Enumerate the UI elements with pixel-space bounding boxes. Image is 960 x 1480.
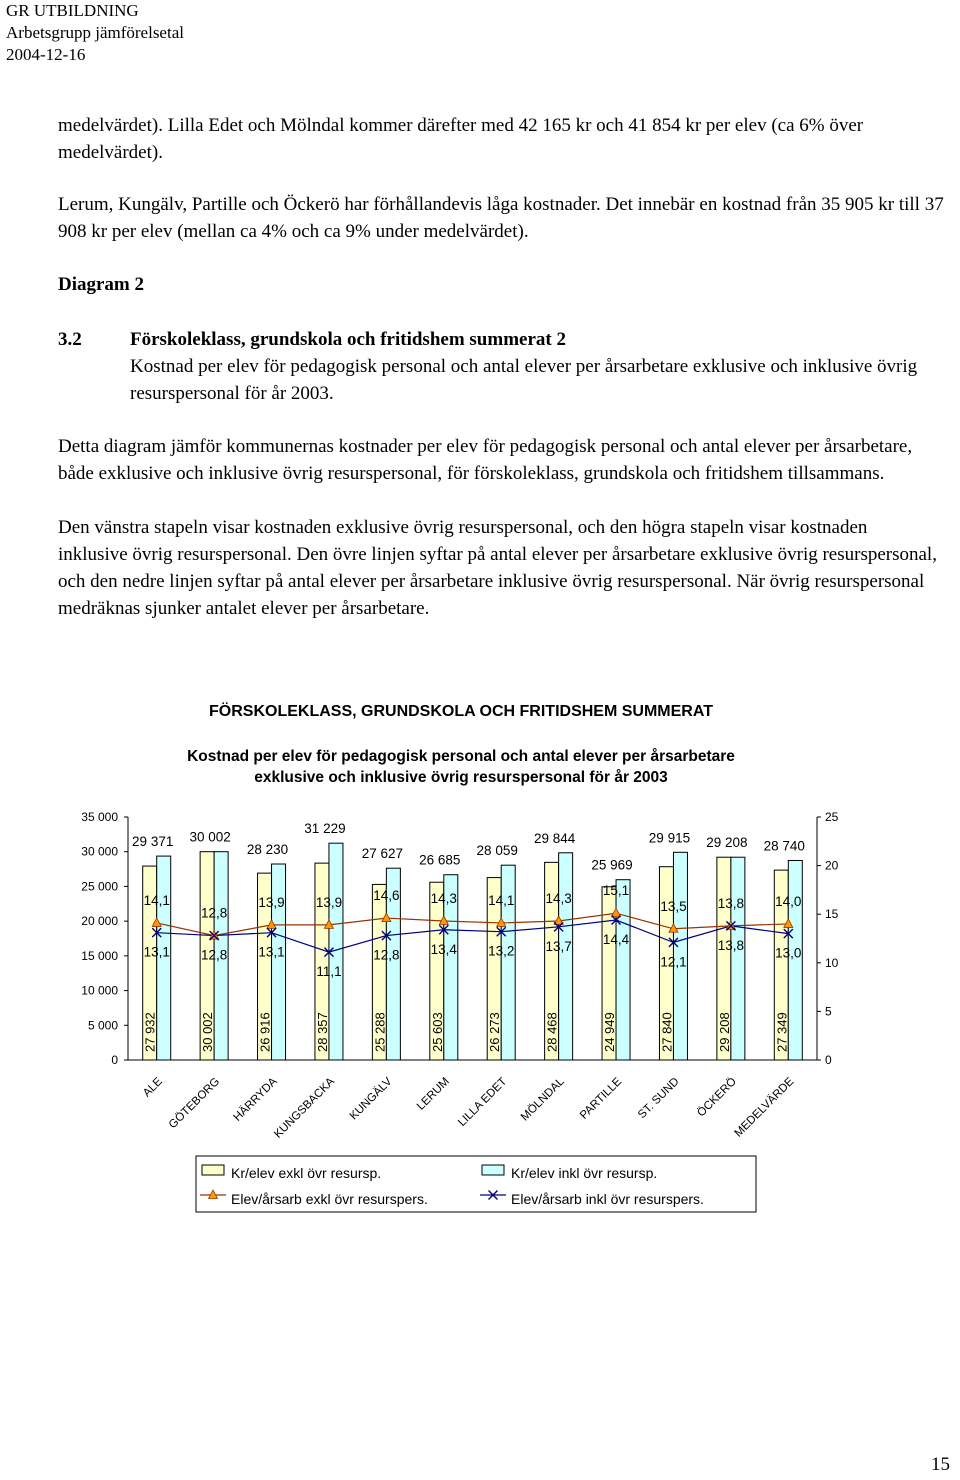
bar-exkl-value-label: 24 949 (602, 1012, 618, 1052)
section-subtitle: Kostnad per elev för pedagogisk personal och antal elever per årsarbetare exklusive och inklusive övrig resurspersonal för år 2003. (130, 356, 918, 404)
bar-exkl-value-label: 27 932 (142, 1012, 158, 1052)
y-left-tick-label: 0 (111, 1053, 118, 1067)
y-left-tick-label: 25 000 (81, 879, 118, 894)
y-right-tick-label: 25 (825, 810, 839, 824)
bar-inkl (272, 864, 286, 1060)
line-elev-inkl-label: 13,1 (143, 944, 170, 960)
line-elev-exkl-label: 14,3 (545, 891, 572, 907)
line-elev-exkl-label: 15,1 (602, 883, 630, 899)
category-label: KUNGSBACKA (272, 1075, 338, 1141)
bar-inkl-value-label: 29 915 (648, 830, 691, 846)
bar-exkl-value-label: 26 273 (487, 1012, 503, 1052)
line-elev-inkl-label: 12,8 (200, 947, 228, 963)
bar-inkl-value-label: 30 002 (189, 829, 231, 845)
line-elev-inkl-label: 13,8 (717, 937, 745, 953)
line-elev-inkl-label: 11,1 (316, 964, 342, 980)
category-label: MEDELVÄRDE (732, 1075, 797, 1140)
y-right-tick-label: 5 (825, 1004, 832, 1019)
bar-inkl-value-label: 26 685 (419, 852, 461, 868)
y-left-tick-label: 30 000 (81, 844, 118, 859)
y-left-tick-label: 15 000 (81, 948, 118, 963)
y-right-tick-label: 0 (825, 1053, 832, 1067)
line-elev-exkl-label: 13,5 (660, 898, 687, 914)
bar-exkl-value-label: 26 916 (257, 1012, 273, 1052)
paragraph-2: Lerum, Kungälv, Partille och Öckerö har förhållandevis låga kostnader. Det innebär en kostnad från 35 905 kr till 37 908 kr per elev (mellan ca 4% och ca 9% under medelvärdet). (58, 194, 944, 242)
bar-exkl-value-label: 28 468 (544, 1012, 560, 1052)
section-number: 3.2 (58, 329, 82, 350)
bar-inkl-value-label: 29 844 (533, 830, 576, 846)
chart-title: FÖRSKOLEKLASS, GRUNDSKOLA OCH FRITIDSHEM SUMMERAT (209, 703, 713, 720)
legend-swatch-exkl-bar (202, 1165, 224, 1175)
legend-label: Kr/elev exkl övr resursp. (231, 1165, 382, 1181)
line-elev-exkl-label: 14,0 (775, 893, 802, 909)
bar-exkl-value-label: 25 603 (429, 1012, 445, 1052)
bar-exkl-value-label: 30 002 (200, 1012, 216, 1052)
legend-swatch-inkl-bar (482, 1165, 504, 1175)
bar-exkl-value-label: 27 840 (659, 1012, 675, 1052)
line-elev-exkl-label: 14,1 (488, 892, 515, 908)
line-elev-inkl-label: 12,1 (660, 954, 687, 970)
category-label: PARTILLE (578, 1075, 625, 1122)
legend-label: Kr/elev inkl övr resursp. (511, 1165, 658, 1181)
line-elev-inkl-label: 12,8 (373, 947, 400, 963)
bar-exkl-value-label: 25 288 (372, 1012, 388, 1052)
category-label: LERUM (414, 1075, 452, 1113)
line-elev-exkl-label: 12,8 (200, 905, 228, 921)
bar-inkl-value-label: 31 229 (304, 821, 346, 837)
line-elev-exkl-label: 14,1 (143, 892, 170, 908)
bar-inkl (616, 880, 630, 1060)
category-label: LILLA EDET (456, 1075, 510, 1129)
line-elev-exkl-label: 13,8 (717, 895, 745, 911)
line-elev-inkl (157, 920, 789, 952)
line-elev-exkl-label: 14,3 (430, 891, 457, 907)
header-date: 2004-12-16 (6, 45, 86, 64)
bar-inkl-value-label: 27 627 (361, 846, 404, 862)
y-right-tick-label: 15 (825, 907, 839, 922)
line-elev-inkl-label: 14,4 (602, 932, 630, 948)
line-elev-inkl-label: 13,1 (258, 944, 285, 960)
legend-label: Elev/årsarb exkl övr resurspers. (231, 1191, 428, 1207)
bar-exkl-value-label: 27 349 (774, 1012, 790, 1052)
y-left-tick-label: 20 000 (81, 914, 118, 929)
header-group: Arbetsgrupp jämförelsetal (6, 23, 184, 42)
line-elev-inkl-label: 13,7 (545, 938, 572, 954)
line-elev-inkl-label: 13,4 (430, 941, 457, 957)
line-elev-exkl-label: 13,9 (315, 894, 343, 910)
bar-inkl (731, 857, 745, 1060)
chart-subtitle-line1: Kostnad per elev för pedagogisk personal och antal elever per årsarbetare (187, 748, 735, 765)
bar-inkl-value-label: 28 059 (476, 843, 518, 859)
category-label: KUNGÄLV (347, 1075, 395, 1123)
y-left-tick-label: 10 000 (81, 983, 118, 998)
y-right-tick-label: 10 (825, 955, 839, 970)
legend-label: Elev/årsarb inkl övr resurspers. (511, 1191, 704, 1207)
bar-inkl (559, 853, 573, 1060)
paragraph-1: medelvärdet). Lilla Edet och Mölndal kommer därefter med 42 165 kr och 41 854 kr per elev (ca 6% över medelvärdet). (58, 115, 864, 163)
category-label: HÄRRYDA (231, 1075, 280, 1124)
y-left-tick-label: 5 000 (87, 1018, 118, 1033)
section-title: Förskoleklass, grundskola och fritidshem summerat 2 (130, 329, 566, 350)
bar-inkl-value-label: 29 208 (706, 835, 748, 851)
line-elev-inkl-label: 13,0 (775, 945, 802, 961)
y-right-tick-label: 20 (825, 858, 839, 873)
chart-subtitle-line2: exklusive och inklusive övrig resurspersonal för år 2003 (254, 769, 668, 786)
category-label: MÖLNDAL (518, 1075, 567, 1124)
category-label: ST. SUND (636, 1075, 682, 1122)
line-elev-inkl-label: 13,2 (488, 943, 515, 959)
page-number: 15 (931, 1454, 950, 1475)
bar-inkl-value-label: 28 740 (763, 838, 805, 854)
paragraph-3: Detta diagram jämför kommunernas kostnader per elev för pedagogisk personal och antal elever per årsarbetare, både exklusive och inklusive övrig resurspersonal, för förskoleklass, grundskola och fritidshem tillsammans. (58, 436, 913, 484)
category-label: GÖTEBORG (166, 1075, 223, 1132)
category-label: ALE (140, 1075, 165, 1100)
y-left-tick-label: 35 000 (81, 810, 118, 824)
header-org: GR UTBILDNING (6, 1, 139, 20)
line-elev-exkl-label: 14,6 (373, 888, 400, 904)
diagram-heading: Diagram 2 (58, 274, 145, 295)
bar-inkl-value-label: 29 371 (132, 834, 174, 850)
bar-inkl-value-label: 25 969 (591, 857, 633, 873)
line-elev-exkl (157, 913, 789, 935)
bar-exkl-value-label: 28 357 (314, 1012, 330, 1052)
bar-inkl-value-label: 28 230 (246, 842, 289, 858)
bar-exkl-value-label: 29 208 (716, 1012, 732, 1052)
line-elev-exkl-label: 13,9 (258, 894, 285, 910)
category-label: ÖCKERÖ (695, 1075, 739, 1120)
paragraph-4: Den vänstra stapeln visar kostnaden exklusive övrig resurspersonal, och den högra stapeln visar kostnaden inklusive övrig resurspersonal. Den övre linjen syftar på antal elever per årsarbetare exklusive övrig resurspersonal, och den nedre linjen syftar på antal elever per årsarbetare inklusive övrig resurspersonal. När övrig resurspersonal medräknas sjunker antalet elever per årsarbetare. (58, 517, 937, 619)
